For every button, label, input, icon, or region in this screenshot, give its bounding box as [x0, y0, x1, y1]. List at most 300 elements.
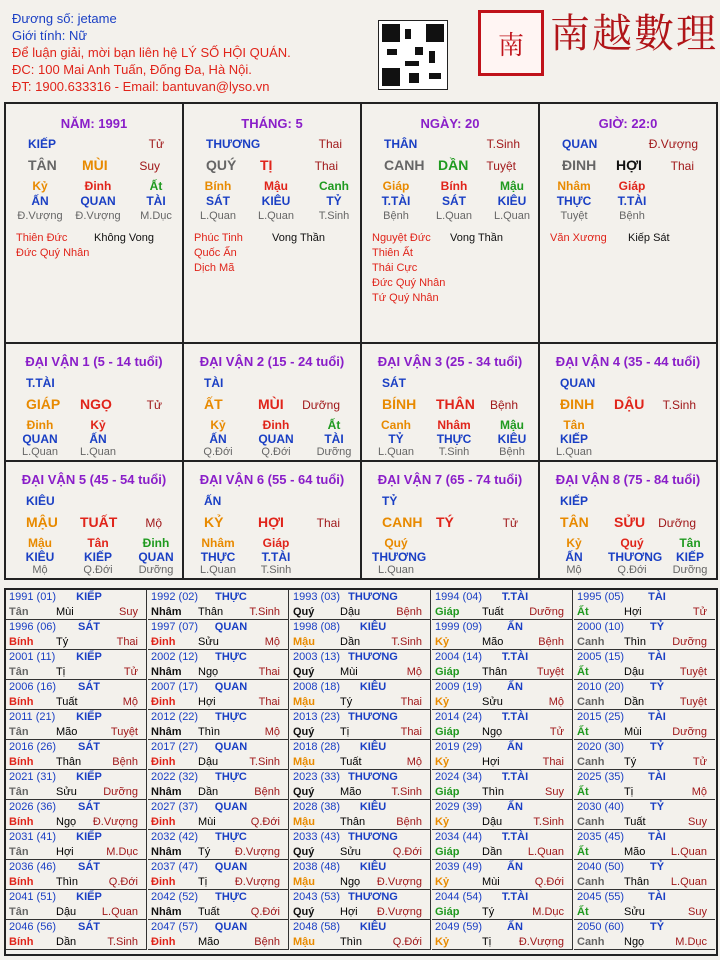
year-cell — [574, 740, 715, 770]
year-cell — [574, 890, 715, 920]
year-god: T.TÀI — [501, 711, 529, 723]
year-stem: Bính — [9, 936, 34, 948]
year-label: 2022 (32) — [151, 771, 199, 783]
year-god: KIÊU — [359, 861, 387, 873]
pillar-stem: CANH — [384, 157, 425, 173]
luck-heading: ĐẠI VẬN 4 (35 - 44 tuổi) — [555, 354, 701, 369]
year-stem: Ất — [577, 786, 589, 798]
year-label: 2050 (60) — [577, 921, 625, 933]
year-cell — [6, 890, 147, 920]
luck-stem: TÂN — [560, 514, 589, 530]
luck-phase: Bệnh — [489, 398, 518, 412]
year-god: KIẾP — [76, 711, 102, 723]
year-cell — [290, 740, 431, 770]
year-branch: Dậu — [198, 756, 219, 768]
year-phase: Bệnh — [254, 936, 280, 948]
year-label: 2038 (48) — [293, 861, 341, 873]
year-branch: Dậu — [56, 906, 77, 918]
pillar-god: THÂN — [384, 137, 418, 151]
year-cell — [148, 770, 289, 800]
year-phase: Mộ — [406, 666, 422, 678]
year-god: QUAN — [214, 921, 248, 933]
year-cell — [6, 710, 147, 740]
year-god: TÀI — [648, 591, 666, 603]
year-label: 2029 (39) — [435, 801, 483, 813]
year-cell — [6, 650, 147, 680]
year-phase: Đ.Vượng — [376, 906, 422, 918]
year-stem: Bính — [9, 636, 34, 648]
year-label: 2020 (30) — [577, 741, 625, 753]
year-label: 2003 (13) — [293, 651, 341, 663]
luck-cell — [184, 462, 360, 578]
year-label: 2044 (54) — [435, 891, 483, 903]
year-branch: Thìn — [624, 636, 647, 648]
year-stem: Quý — [293, 726, 315, 738]
gender-value: Nữ — [68, 28, 88, 43]
year-god: TỶ — [649, 921, 665, 933]
year-branch: Tị — [198, 876, 208, 888]
luck-god: ẤN — [204, 494, 222, 508]
year-phase: Bệnh — [396, 816, 422, 828]
year-label: 2046 (56) — [9, 921, 57, 933]
hidden-phase: Đ.Vượng — [75, 210, 121, 222]
luck-hidden-stem: Ất — [327, 418, 341, 432]
year-god: THỰC — [215, 591, 247, 603]
luck-hidden-phase: L.Quan — [555, 446, 593, 458]
year-label: 2027 (37) — [151, 801, 199, 813]
year-phase: Bệnh — [112, 756, 138, 768]
year-god: TÀI — [648, 651, 666, 663]
year-stem: Kỷ — [435, 696, 450, 708]
pillar-branch: DẦN — [438, 157, 469, 173]
year-stem: Tân — [9, 846, 29, 858]
year-stem: Canh — [577, 636, 605, 648]
year-god: SÁT — [78, 861, 100, 873]
good-star: Đức Quý Nhân — [372, 277, 446, 289]
luck-hidden-god: TÀI — [324, 432, 344, 446]
pillar-branch-phase: Suy — [139, 159, 160, 173]
header-info — [12, 10, 352, 95]
year-stem: Canh — [577, 936, 605, 948]
year-cell — [148, 620, 289, 650]
year-cell — [290, 830, 431, 860]
year-branch: Mùi — [340, 666, 358, 678]
year-label: 2017 (27) — [151, 741, 199, 753]
luck-stem: CANH — [382, 514, 423, 530]
year-phase: T.Sinh — [533, 816, 564, 828]
hidden-stem: Mậu — [500, 179, 524, 193]
luck-heading: ĐẠI VẬN 8 (75 - 84 tuổi) — [555, 472, 701, 487]
year-label: 1996 (06) — [9, 621, 57, 633]
year-branch: Dậu — [624, 666, 645, 678]
hidden-stem: Canh — [319, 179, 349, 193]
pillar-god: KIẾP — [28, 137, 57, 151]
year-branch: Thìn — [56, 876, 79, 888]
year-branch: Dậu — [340, 606, 361, 618]
luck-heading: ĐẠI VẬN 7 (65 - 74 tuổi) — [377, 472, 523, 487]
year-stem: Giáp — [435, 606, 460, 618]
luck-hidden-stem: Canh — [381, 418, 411, 432]
year-label: 2024 (34) — [435, 771, 483, 783]
luck-hidden-phase: Bệnh — [499, 446, 525, 458]
hidden-god: TỶ — [326, 194, 342, 208]
good-star: Quốc Ấn — [194, 247, 237, 259]
contact-line: Để luận giải, mời bạn liên hệ LÝ SỐ HỘI QUÁN. — [12, 45, 291, 60]
year-branch: Ngọ — [198, 666, 219, 678]
year-cell — [148, 650, 289, 680]
luck-hidden-phase: Mộ — [566, 564, 582, 576]
year-cell — [432, 620, 573, 650]
year-label: 2010 (20) — [577, 681, 625, 693]
year-cell — [6, 770, 147, 800]
luck-hidden-phase: L.Quan — [21, 446, 59, 458]
hidden-god: THỰC — [556, 194, 592, 208]
hidden-god: KIÊU — [261, 194, 291, 208]
year-stem: Canh — [577, 876, 605, 888]
luck-god: T.TÀI — [26, 376, 55, 390]
luck-hidden-stem: Kỷ — [90, 418, 106, 432]
year-phase: Tử — [692, 606, 707, 618]
year-branch: Tuất — [624, 816, 646, 828]
pillar-cell — [362, 104, 538, 342]
luck-cell — [362, 344, 538, 460]
luck-hidden-god: KIÊU — [497, 432, 527, 446]
year-god: TỶ — [649, 801, 665, 813]
year-branch: Thìn — [198, 726, 221, 738]
address-line: ĐC: 100 Mai Anh Tuấn, Đống Đa, Hà Nội. — [12, 62, 252, 77]
year-label: 2048 (58) — [293, 921, 341, 933]
year-god: TỶ — [649, 621, 665, 633]
seal-stamp: 南 — [478, 10, 544, 76]
pillar-cell — [540, 104, 716, 342]
hidden-god: TÀI — [146, 194, 166, 208]
luck-hidden-phase: Dưỡng — [138, 564, 174, 576]
year-cell — [290, 800, 431, 830]
good-star: Dịch Mã — [194, 262, 235, 274]
year-god: THỰC — [215, 831, 247, 843]
year-branch: Thân — [198, 606, 224, 618]
luck-cell — [540, 344, 716, 460]
year-god: TÀI — [648, 711, 666, 723]
year-branch: Mão — [624, 846, 646, 858]
luck-stem: KỶ — [204, 514, 224, 530]
hidden-phase: M.Dục — [140, 210, 172, 222]
year-label: 2039 (49) — [435, 861, 483, 873]
luck-hidden-god: KIẾP — [675, 550, 704, 564]
year-cell — [574, 620, 715, 650]
owner-label: Đương số: — [12, 11, 75, 26]
year-phase: Thai — [542, 756, 564, 768]
year-branch: Tý — [56, 636, 69, 648]
year-god: THỰC — [215, 711, 247, 723]
year-cell — [432, 650, 573, 680]
year-branch: Thân — [56, 756, 82, 768]
year-cell — [574, 800, 715, 830]
year-cell — [574, 770, 715, 800]
year-branch: Tuất — [482, 606, 504, 618]
year-phase: Đ.Vượng — [92, 816, 138, 828]
year-phase: M.Dục — [675, 936, 707, 948]
luck-hidden-stem: Đinh — [262, 418, 290, 432]
hidden-god: SÁT — [442, 194, 466, 208]
year-branch: Thân — [482, 666, 508, 678]
year-stem: Bính — [9, 756, 34, 768]
year-label: 2045 (55) — [577, 891, 625, 903]
year-cell — [432, 710, 573, 740]
year-stem: Mậu — [293, 636, 315, 648]
luck-hidden-god: QUAN — [22, 432, 58, 446]
year-god: SÁT — [78, 621, 100, 633]
year-label: 2021 (31) — [9, 771, 57, 783]
year-branch: Hợi — [624, 606, 642, 618]
year-label: 2028 (38) — [293, 801, 341, 813]
luck-hidden-phase: L.Quan — [199, 564, 237, 576]
year-label: 1999 (09) — [435, 621, 483, 633]
year-stem: Bính — [9, 876, 34, 888]
year-phase: L.Quan — [527, 846, 564, 858]
year-branch: Hợi — [482, 756, 500, 768]
year-label: 2015 (25) — [577, 711, 625, 723]
hidden-god: QUAN — [80, 194, 116, 208]
year-branch: Sửu — [624, 906, 645, 918]
luck-hidden-god: T.TÀI — [261, 550, 291, 564]
year-stem: Kỷ — [435, 876, 450, 888]
year-stem: Đinh — [151, 636, 176, 648]
year-stem: Nhâm — [151, 666, 182, 678]
year-branch: Tý — [340, 696, 353, 708]
year-cell — [574, 680, 715, 710]
luck-heading: ĐẠI VẬN 5 (45 - 54 tuổi) — [21, 472, 167, 487]
year-label: 2025 (35) — [577, 771, 625, 783]
hidden-stem: Ất — [149, 179, 163, 193]
year-stem: Nhâm — [151, 846, 182, 858]
year-phase: Tuyệt — [679, 696, 707, 708]
year-god: KIÊU — [359, 681, 387, 693]
year-branch: Ngọ — [624, 936, 645, 948]
luck-branch: NGỌ — [80, 396, 112, 412]
year-stem: Canh — [577, 756, 605, 768]
pillar-cell — [184, 104, 360, 342]
year-god: ẤN — [507, 621, 523, 633]
year-phase: Mộ — [122, 696, 138, 708]
year-phase: Thai — [258, 666, 280, 678]
luck-hidden-phase: T.Sinh — [438, 446, 470, 458]
year-god: QUAN — [214, 681, 248, 693]
year-phase: Suy — [688, 816, 707, 828]
year-cell — [6, 800, 147, 830]
luck-heading: ĐẠI VẬN 2 (15 - 24 tuổi) — [199, 354, 345, 369]
year-branch: Hợi — [198, 696, 216, 708]
year-phase: T.Sinh — [107, 936, 138, 948]
year-branch: Dần — [624, 696, 645, 708]
hidden-god: T.TÀI — [381, 194, 411, 208]
year-label: 2047 (57) — [151, 921, 199, 933]
luck-phase: Dưỡng — [658, 516, 696, 530]
year-stem: Kỷ — [435, 756, 450, 768]
qr-code-icon — [378, 20, 448, 90]
year-phase: Đ.Vượng — [376, 876, 422, 888]
year-phase: Q.Đới — [108, 876, 138, 888]
hidden-phase: L.Quan — [435, 210, 473, 222]
year-cell — [290, 710, 431, 740]
gender-label: Giới tính: — [12, 28, 66, 43]
luck-branch: TÝ — [436, 514, 454, 530]
year-phase: T.Sinh — [249, 756, 280, 768]
year-stem: Canh — [577, 696, 605, 708]
year-stem: Đinh — [151, 936, 176, 948]
year-cell — [432, 740, 573, 770]
year-phase: Q.Đới — [392, 846, 422, 858]
year-label: 2004 (14) — [435, 651, 483, 663]
year-branch: Thìn — [340, 936, 363, 948]
good-star: Nguyệt Đức — [372, 232, 431, 244]
year-phase: Đ.Vượng — [518, 936, 564, 948]
year-branch: Sửu — [198, 636, 219, 648]
year-branch: Sửu — [56, 786, 77, 798]
year-god: KIẾP — [76, 591, 102, 603]
year-branch: Tuất — [198, 906, 220, 918]
year-phase: Bệnh — [538, 636, 564, 648]
luck-branch: TUẤT — [80, 514, 118, 530]
year-stem: Đinh — [151, 816, 176, 828]
luck-hidden-stem: Giáp — [262, 536, 290, 550]
luck-phase: Dưỡng — [302, 398, 340, 412]
year-phase: Thai — [400, 726, 422, 738]
year-phase: L.Quan — [670, 876, 707, 888]
year-god: ẤN — [507, 801, 523, 813]
year-stem: Nhâm — [151, 906, 182, 918]
luck-hidden-phase: L.Quan — [377, 446, 415, 458]
year-branch: Dần — [56, 936, 77, 948]
year-branch: Mùi — [624, 726, 642, 738]
yearly-table — [4, 588, 718, 956]
year-branch: Thìn — [482, 786, 505, 798]
luck-hidden-god: ẤN — [209, 432, 227, 446]
pillar-phase: T.Sinh — [486, 137, 520, 151]
year-branch: Mùi — [56, 606, 74, 618]
year-stem: Kỷ — [435, 636, 450, 648]
luck-hidden-phase: L.Quan — [377, 564, 415, 576]
year-god: TÀI — [648, 771, 666, 783]
year-stem: Ất — [577, 666, 589, 678]
luck-hidden-god: KIÊU — [25, 550, 55, 564]
year-label: 2043 (53) — [293, 891, 341, 903]
luck-heading: ĐẠI VẬN 1 (5 - 14 tuổi) — [25, 354, 163, 369]
luck-phase: Tử — [502, 516, 518, 530]
bad-star: Không Vong — [94, 232, 154, 244]
year-phase: Q.Đới — [534, 876, 564, 888]
luck-hidden-god: THỰC — [200, 550, 236, 564]
year-branch: Ngọ — [340, 876, 361, 888]
year-label: 1995 (05) — [577, 591, 625, 603]
year-branch: Mão — [198, 936, 220, 948]
year-label: 2014 (24) — [435, 711, 483, 723]
luck-hidden-stem: Kỷ — [210, 418, 226, 432]
year-branch: Mão — [340, 786, 362, 798]
luck-hidden-god: ẤN — [565, 550, 583, 564]
year-stem: Quý — [293, 786, 315, 798]
pillar-god: THƯƠNG — [206, 137, 261, 151]
year-cell — [574, 650, 715, 680]
hidden-phase: Đ.Vượng — [17, 210, 63, 222]
year-label: 2036 (46) — [9, 861, 57, 873]
year-god: SÁT — [78, 741, 100, 753]
year-branch: Tị — [482, 936, 492, 948]
year-branch: Tị — [340, 726, 350, 738]
year-cell — [148, 860, 289, 890]
year-phase: Bệnh — [396, 606, 422, 618]
luck-hidden-phase: Q.Đới — [617, 564, 647, 576]
year-phase: Dưỡng — [103, 786, 138, 798]
pillar-phase: Thai — [318, 137, 342, 151]
year-god: SÁT — [78, 681, 100, 693]
year-stem: Giáp — [435, 666, 460, 678]
luck-hidden-stem: Đinh — [142, 536, 170, 550]
year-phase: Suy — [119, 606, 138, 618]
pillar-branch-phase: Tuyệt — [486, 159, 516, 173]
bad-star: Vong Thần — [272, 232, 326, 244]
year-label: 2000 (10) — [577, 621, 625, 633]
year-god: TỶ — [649, 741, 665, 753]
luck-phase: Tử — [146, 398, 162, 412]
luck-cell — [184, 344, 360, 460]
year-god: TỶ — [649, 681, 665, 693]
year-label: 2031 (41) — [9, 831, 57, 843]
year-stem: Tân — [9, 786, 29, 798]
year-god: KIÊU — [359, 921, 387, 933]
year-god: THƯƠNG — [348, 891, 398, 903]
year-god: KIẾP — [76, 891, 102, 903]
good-star: Thiên Đức — [16, 232, 68, 244]
year-branch: Dậu — [482, 816, 503, 828]
year-branch: Tị — [56, 666, 66, 678]
year-stem: Quý — [293, 906, 315, 918]
year-label: 2016 (26) — [9, 741, 57, 753]
year-phase: Mộ — [264, 726, 280, 738]
luck-hidden-phase: L.Quan — [79, 446, 117, 458]
pillar-heading: NGÀY: 20 — [420, 116, 480, 131]
year-branch: Ngọ — [482, 726, 503, 738]
year-branch: Sửu — [482, 696, 503, 708]
pillar-cell — [6, 104, 182, 342]
year-stem: Ất — [577, 906, 589, 918]
year-label: 2011 (21) — [9, 711, 56, 723]
year-label: 1998 (08) — [293, 621, 341, 633]
hidden-stem: Giáp — [618, 179, 646, 193]
luck-hidden-god: THỰC — [436, 432, 472, 446]
year-god: SÁT — [78, 921, 100, 933]
year-phase: Tuyệt — [536, 666, 564, 678]
year-phase: Tử — [549, 726, 564, 738]
hidden-phase: Tuyệt — [560, 210, 588, 222]
luck-hidden-stem: Kỷ — [566, 536, 582, 550]
year-label: 2040 (50) — [577, 861, 625, 873]
luck-hidden-stem: Mậu — [28, 536, 52, 550]
year-cell — [432, 890, 573, 920]
year-label: 2023 (33) — [293, 771, 341, 783]
luck-branch: SỬU — [614, 514, 646, 530]
hidden-god: ẤN — [31, 194, 49, 208]
year-phase: Suy — [688, 906, 707, 918]
year-branch: Sửu — [340, 846, 361, 858]
luck-heading: ĐẠI VẬN 6 (55 - 64 tuổi) — [199, 472, 345, 487]
year-phase: T.Sinh — [391, 786, 422, 798]
year-god: KIẾP — [76, 831, 102, 843]
year-label: 2007 (17) — [151, 681, 199, 693]
year-cell — [574, 710, 715, 740]
luck-hidden-stem: Tân — [679, 536, 701, 550]
luck-hidden-stem: Tân — [87, 536, 109, 550]
